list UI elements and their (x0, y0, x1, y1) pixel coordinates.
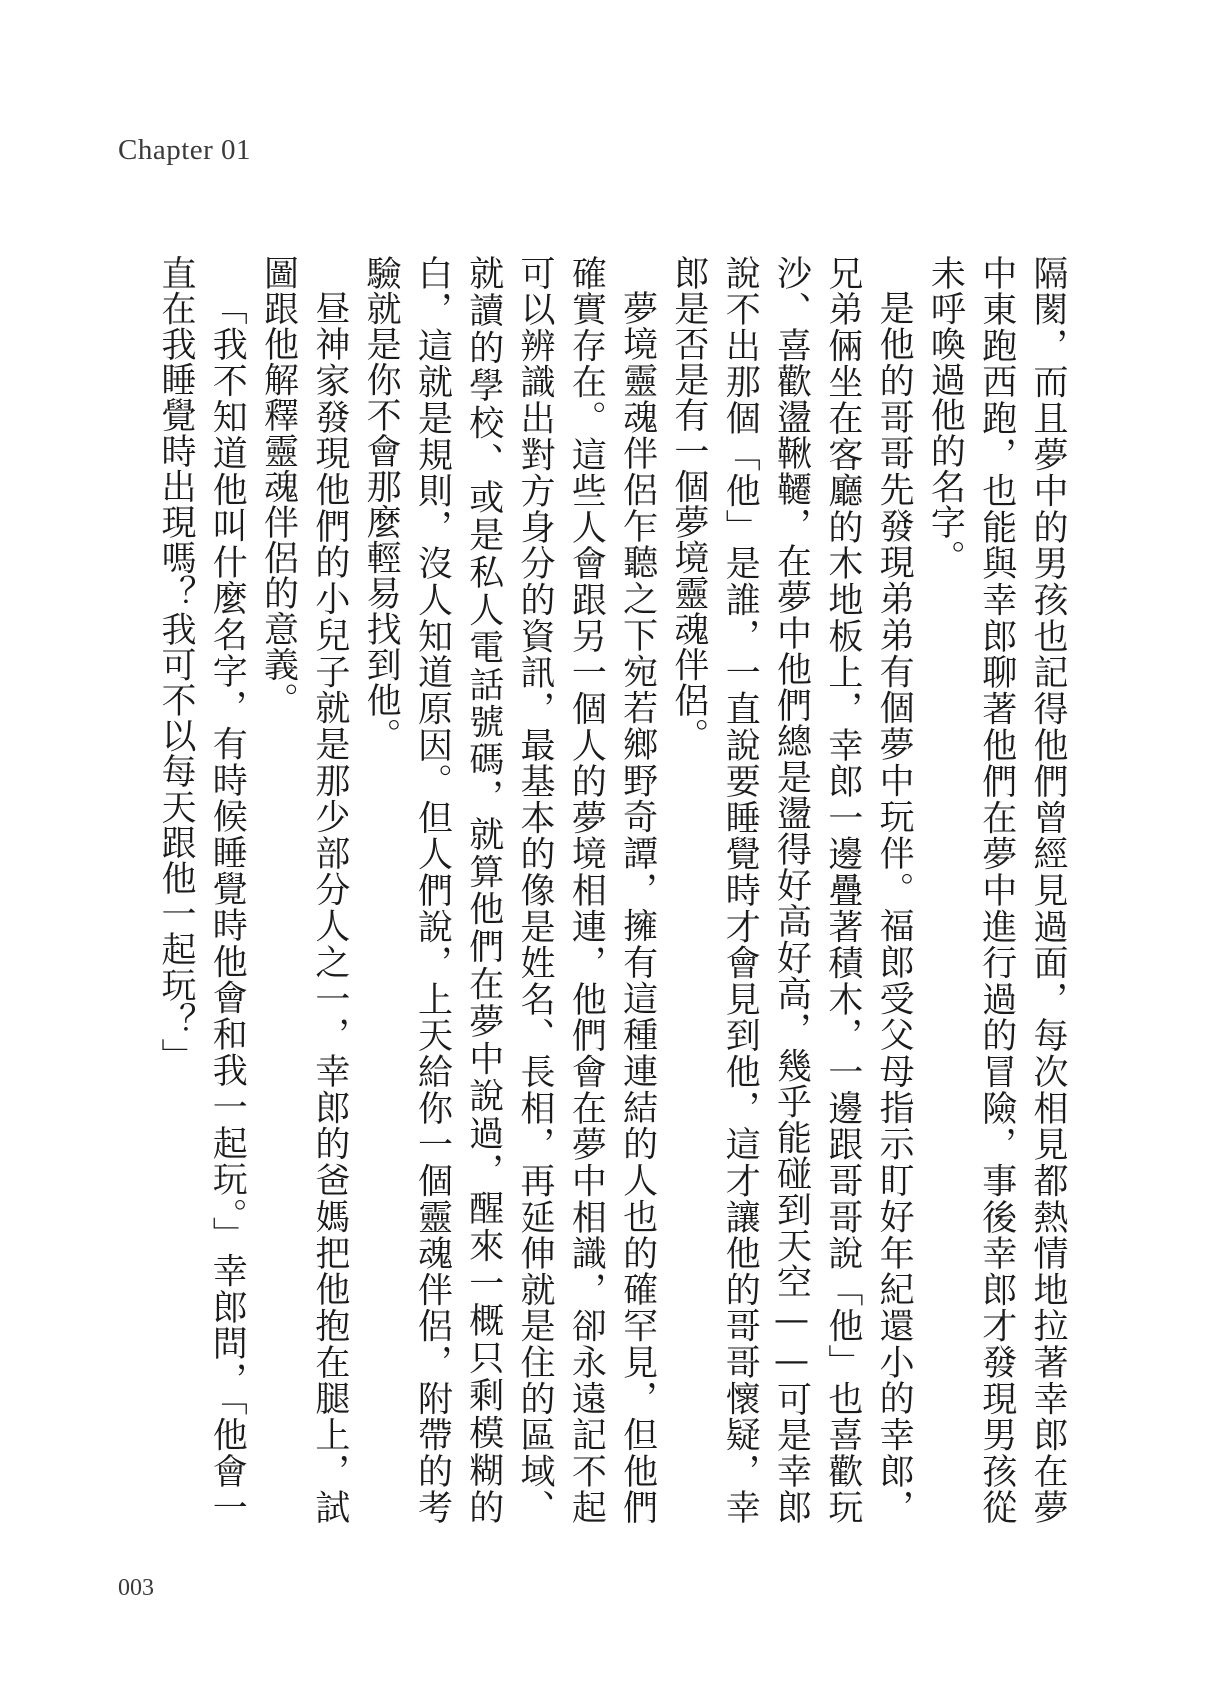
body-text (155, 255, 1073, 1525)
paragraph-3: 夢境靈魂伴侶乍聽之下宛若鄉野奇譚，擁有這種連結的人也的確罕見，但他們確實存在。這些人會跟另一個人的夢境相連，他們會在夢中相識，卻永遠記不起可以辨識出對方身分的資訊，最基本的像是姓名、長相，再延伸就是住的區域、就讀的學校、或是私人電話號碼，就算他們在夢中說過，醒來一概只剩模糊的白，這就是規則，沒人知道原因。但人們說，上天給你一個靈魂伴侶，附帶的考驗就是你不會那麼輕易找到他。 (361, 255, 658, 1525)
paragraph-2: 是他的哥哥先發現弟弟有個夢中玩伴。福郎受父母指示盯好年紀還小的幸郎，兄弟倆坐在客廳的木地板上，幸郎一邊疊著積木，一邊跟哥哥說「他」也喜歡玩沙、喜歡盪鞦韆，在夢中他們總是盪得好高好高，幾乎能碰到天空——可是幸郎說不出那個「他」是誰，一直說要睡覺時才會見到他，這才讓他的哥哥懷疑，幸郎是否是有一個夢境靈魂伴侶。 (668, 255, 915, 1525)
page-number: 003 (118, 1575, 154, 1601)
chapter-heading: Chapter 01 (118, 134, 252, 166)
paragraph-1: 隔閡，而且夢中的男孩也記得他們曾經見過面，每次相見都熱情地拉著幸郎在夢中東跑西跑，也能與幸郎聊著他們在夢中進行過的冒險，事後幸郎才發現男孩從未呼喚過他的名字。 (925, 255, 1068, 1525)
paragraph-4: 昼神家發現他們的小兒子就是那少部分人之一，幸郎的爸媽把他抱在腿上，試圖跟他解釋靈魂伴侶的意義。 (258, 255, 350, 1525)
paragraph-5: 「我不知道他叫什麼名字，有時候睡覺時他會和我一起玩。」幸郎問，「他會一直在我睡覺時出現嗎？我可不以每天跟他一起玩？」 (155, 255, 248, 1525)
